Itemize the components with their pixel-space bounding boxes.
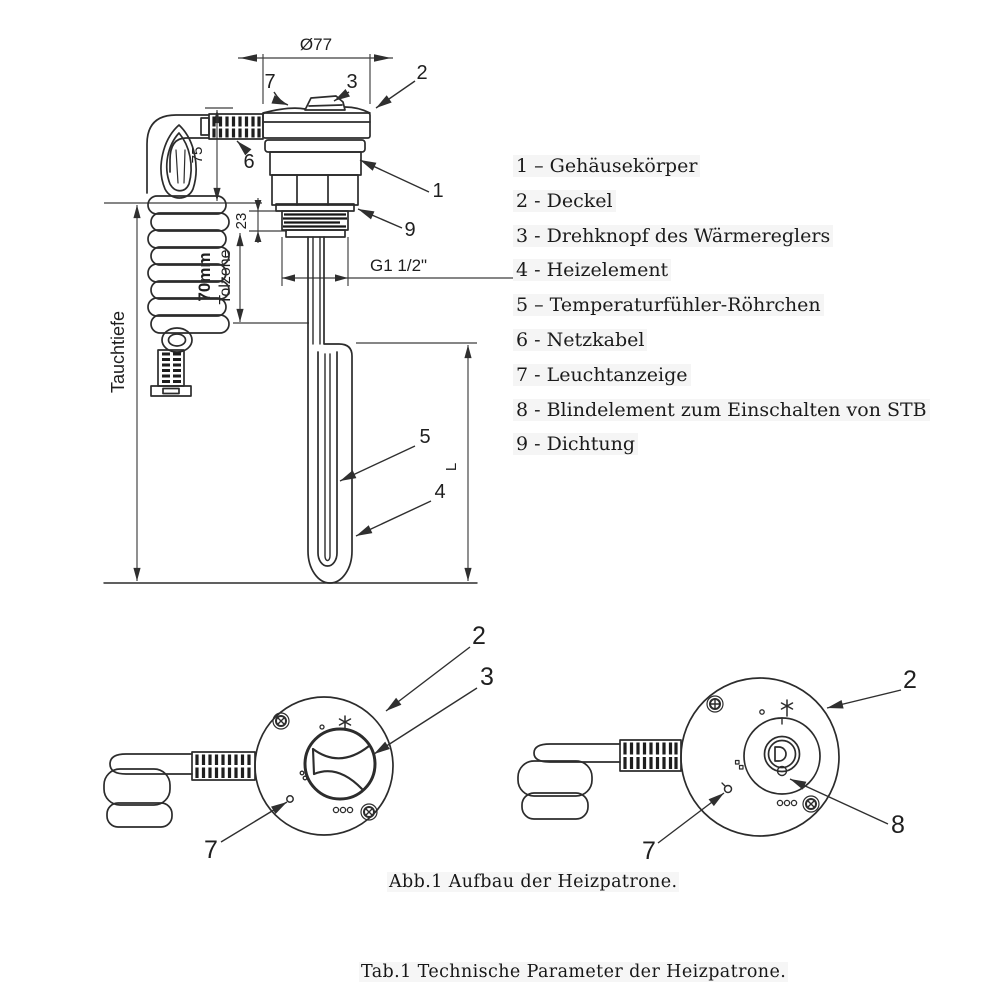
screw-bottom-right — [803, 796, 819, 812]
tolerance-value-label: 70mm — [195, 252, 214, 302]
thread-spec-label: G1 1/2" — [370, 256, 428, 275]
min-mark — [320, 725, 324, 729]
callout-2: 2 — [416, 62, 428, 84]
threaded-connection — [282, 211, 348, 237]
plug-and-cable — [518, 740, 681, 819]
callout-7: 7 — [264, 71, 276, 93]
callout-6: 6 — [243, 151, 255, 173]
callout-2: 2 — [472, 622, 486, 650]
cable-coil — [148, 196, 229, 333]
legend-text-1: 1 – Gehäusekörper — [513, 155, 700, 177]
diameter-dim-label: Ø77 — [299, 35, 333, 54]
callout-4: 4 — [434, 481, 446, 503]
legend-item-1 — [513, 149, 913, 184]
tube-collar — [286, 230, 345, 237]
legend-text-2: 2 - Deckel — [513, 190, 616, 212]
sensor-tube — [318, 352, 337, 566]
side-view — [104, 35, 545, 583]
callout-8: 8 — [891, 811, 905, 839]
cover-disc — [681, 678, 839, 836]
legend-item-9 — [513, 427, 913, 462]
figure-caption-text: Abb.1 Aufbau der Heizpatrone. — [389, 872, 678, 892]
front-view-blind — [518, 666, 917, 865]
legend-text-4: 4 - Heizelement — [513, 259, 671, 281]
legend-item-6 — [513, 323, 913, 358]
table-caption-text: Tab.1 Technische Parameter der Heizpatrone. — [361, 962, 787, 982]
element-length-label: L — [443, 462, 460, 472]
legend-item-2 — [513, 184, 913, 219]
cover-band — [263, 113, 370, 138]
parts-legend — [513, 149, 927, 462]
callout-7: 7 — [204, 836, 218, 864]
scale-dots — [777, 800, 796, 805]
callout-1: 1 — [432, 180, 444, 202]
screw-top-left — [707, 696, 723, 712]
legend-item-3 — [513, 219, 913, 254]
legend-item-4 — [513, 253, 913, 288]
knob-grip — [313, 746, 369, 789]
front-knob-callouts — [204, 622, 494, 864]
front-blind-callouts — [642, 666, 917, 865]
frost-symbol — [340, 716, 351, 728]
legend-text-7: 7 - Leuchtanzeige — [513, 364, 691, 386]
cable-end-plug — [151, 328, 192, 396]
d-shaft — [775, 747, 786, 761]
callout-5: 5 — [419, 426, 431, 448]
legend-item-5 — [513, 288, 913, 323]
dim-thread-spec — [282, 237, 545, 286]
frost-symbol — [782, 700, 793, 716]
tolerance-zone-label: Tolzone — [217, 249, 234, 305]
cable-gland — [201, 114, 263, 139]
head-height-dim-label: 75 — [189, 146, 206, 164]
max-mark — [300, 771, 304, 775]
callout-2: 2 — [903, 666, 917, 694]
figure-caption — [387, 872, 679, 892]
scale-dots — [333, 807, 352, 812]
legend-item-7 — [513, 358, 913, 393]
legend-text-3: 3 - Drehknopf des Wärmereglers — [513, 225, 833, 247]
legend-text-8: 8 - Blindelement zum Einschalten von STB — [513, 399, 930, 421]
indicator-lamp — [722, 783, 732, 793]
min-mark — [760, 710, 764, 714]
dim-element-length — [356, 343, 477, 581]
cover-and-knob — [263, 96, 370, 138]
screw-bottom-right — [361, 804, 377, 820]
callout-7: 7 — [642, 837, 656, 865]
callout-3: 3 — [480, 663, 494, 691]
hex-nut — [272, 175, 358, 205]
legend-text-9: 9 - Dichtung — [513, 433, 638, 455]
max-mark — [736, 761, 740, 765]
immersion-depth-label: Tauchtiefe — [108, 310, 128, 394]
blind-element — [765, 737, 800, 776]
heating-tube — [308, 237, 352, 583]
indicator-lamp — [287, 796, 293, 802]
dim-diameter — [238, 35, 393, 104]
housing-body — [265, 140, 365, 175]
thermostat-knob — [305, 729, 375, 799]
legend-text-6: 6 - Netzkabel — [513, 329, 647, 351]
legend-item-8 — [513, 393, 927, 428]
legend-text-5: 5 – Temperaturfühler-Röhrchen — [513, 294, 824, 316]
callout-9: 9 — [404, 219, 416, 241]
table-caption — [359, 962, 788, 982]
thread-length-dim-label: 23 — [233, 212, 250, 230]
plug-and-cable — [104, 752, 255, 827]
callout-3: 3 — [346, 71, 358, 93]
screw-top-left — [273, 713, 289, 729]
side-view-callouts — [237, 62, 446, 536]
front-view-knob — [104, 622, 494, 864]
